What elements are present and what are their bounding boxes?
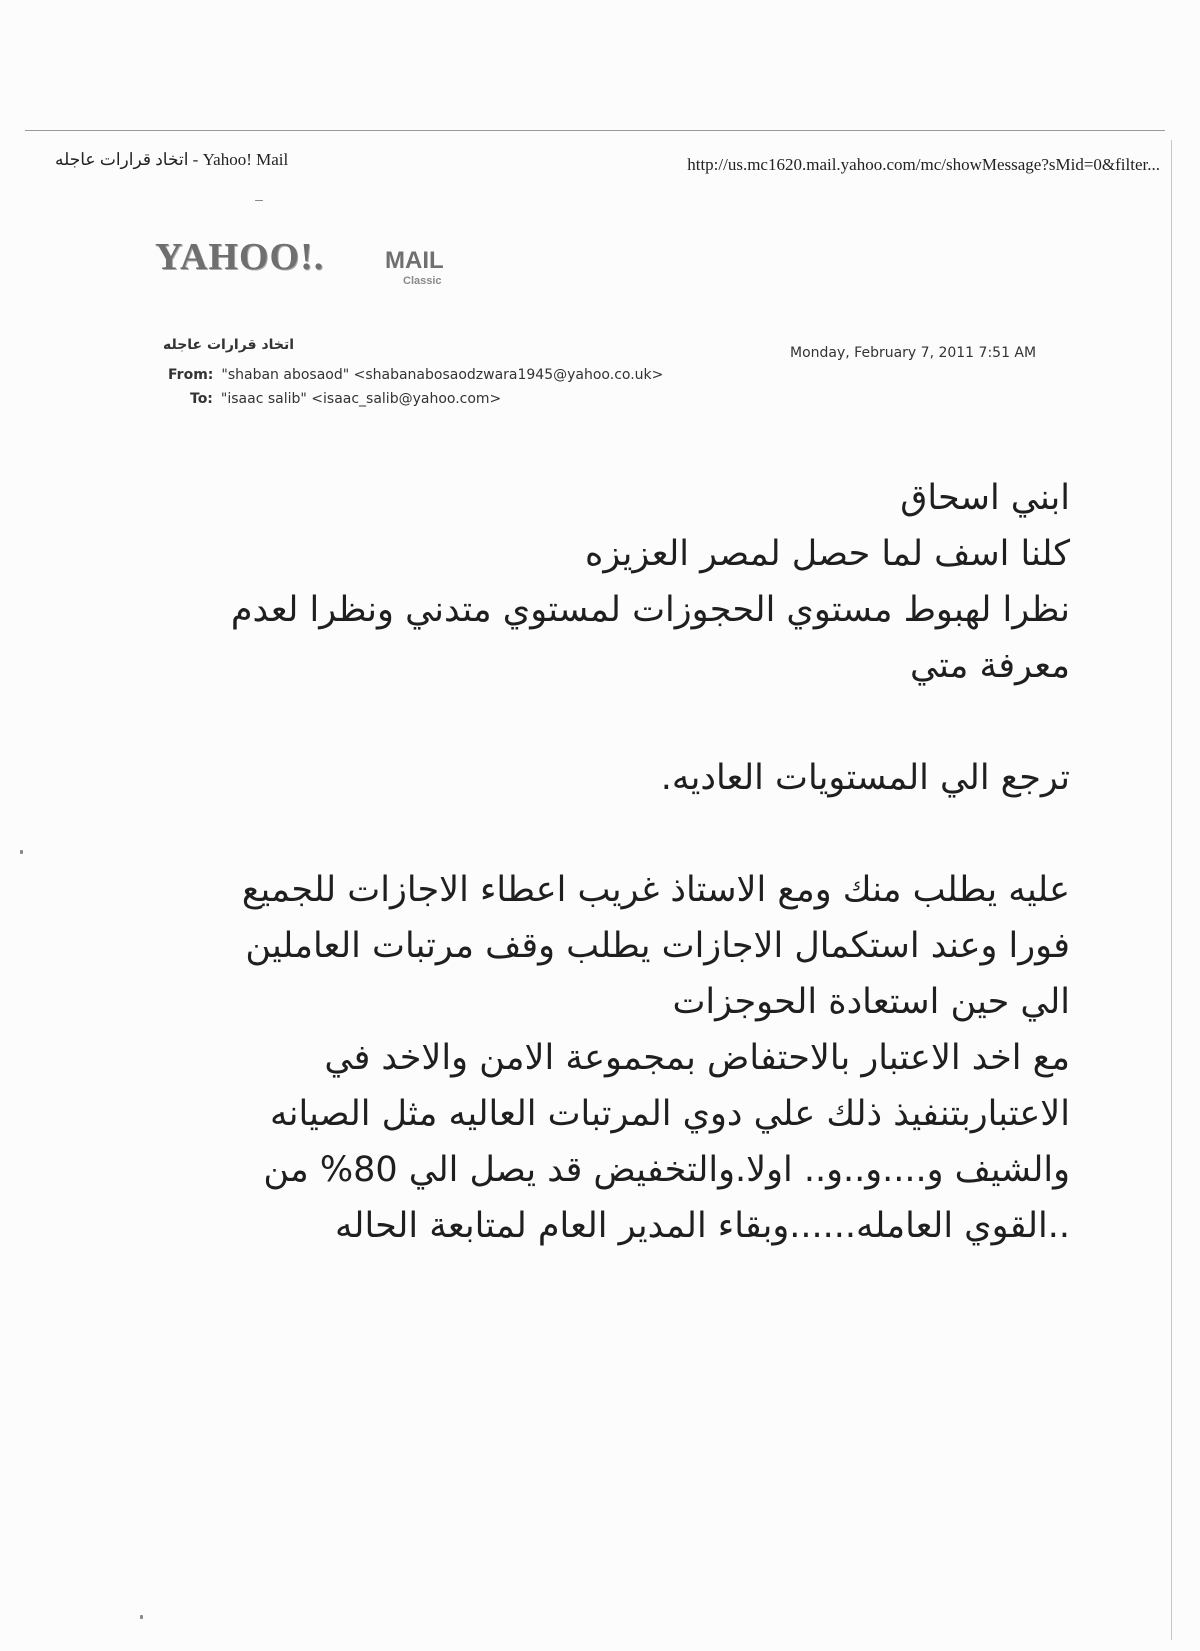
to-row (190, 391, 501, 407)
print-header-title: اتخاد قرارات عاجله - Yahoo! Mail (55, 150, 289, 169)
body-line: كلنا اسف لما حصل لمصر العزيزه (585, 534, 1070, 574)
scan-speck (140, 1615, 143, 1619)
logo-wordmark: YAHOO!. (155, 236, 325, 278)
message-subject: اتخاد قرارات عاجله (163, 337, 295, 353)
yahoo-mail-logo (155, 235, 455, 295)
to-value: "isaac salib" <isaac_salib@yahoo.com> (220, 391, 502, 407)
body-line: فورا وعند استكمال الاجازات يطلب وقف مرتبات العاملين (245, 926, 1070, 966)
page-edge-line (1171, 140, 1172, 1640)
body-line: ..القوي العامله......وبقاء المدير العام لمتابعة الحاله (335, 1206, 1070, 1246)
from-label: From: (168, 367, 214, 383)
from-row (168, 367, 663, 383)
body-line: مع اخد الاعتبار بالاحتفاض بمجموعة الامن والاخد في (324, 1038, 1070, 1078)
print-header-rule (25, 130, 1165, 131)
scan-speck (20, 850, 23, 854)
body-line: الاعتباربتنفيذ ذلك علي دوي المرتبات العاليه مثل الصيانه (270, 1094, 1070, 1134)
to-label: To: (190, 391, 213, 407)
logo-product: MAIL (385, 247, 444, 274)
scan-speck (255, 200, 263, 201)
body-line: ترجع الي المستويات العاديه. (660, 758, 1070, 798)
body-line: معرفة متي (909, 646, 1070, 686)
paragraph-gap (150, 694, 1070, 750)
from-value: "shaban abosaod" <shabanabosaodzwara1945@yahoo.co.uk> (221, 367, 664, 383)
logo-edition: Classic (403, 275, 442, 287)
body-line: ابني اسحاق (900, 478, 1070, 518)
message-body (150, 470, 1070, 1254)
body-line: نظرا لهبوط مستوي الحجوزات لمستوي متدني ونظرا لعدم (230, 590, 1070, 630)
body-line: الي حين استعادة الحوجزات (672, 982, 1070, 1022)
message-date: Monday, February 7, 2011 7:51 AM (790, 345, 1037, 361)
body-line: عليه يطلب منك ومع الاستاذ غريب اعطاء الاجازات للجميع (241, 870, 1070, 910)
paragraph-gap (150, 806, 1070, 862)
print-header-url: http://us.mc1620.mail.yahoo.com/mc/showMessage?sMid=0&filter... (687, 155, 1160, 174)
body-line: والشيف و....و..و.. اولا.والتخفيض قد يصل الي 80% من (263, 1150, 1070, 1190)
